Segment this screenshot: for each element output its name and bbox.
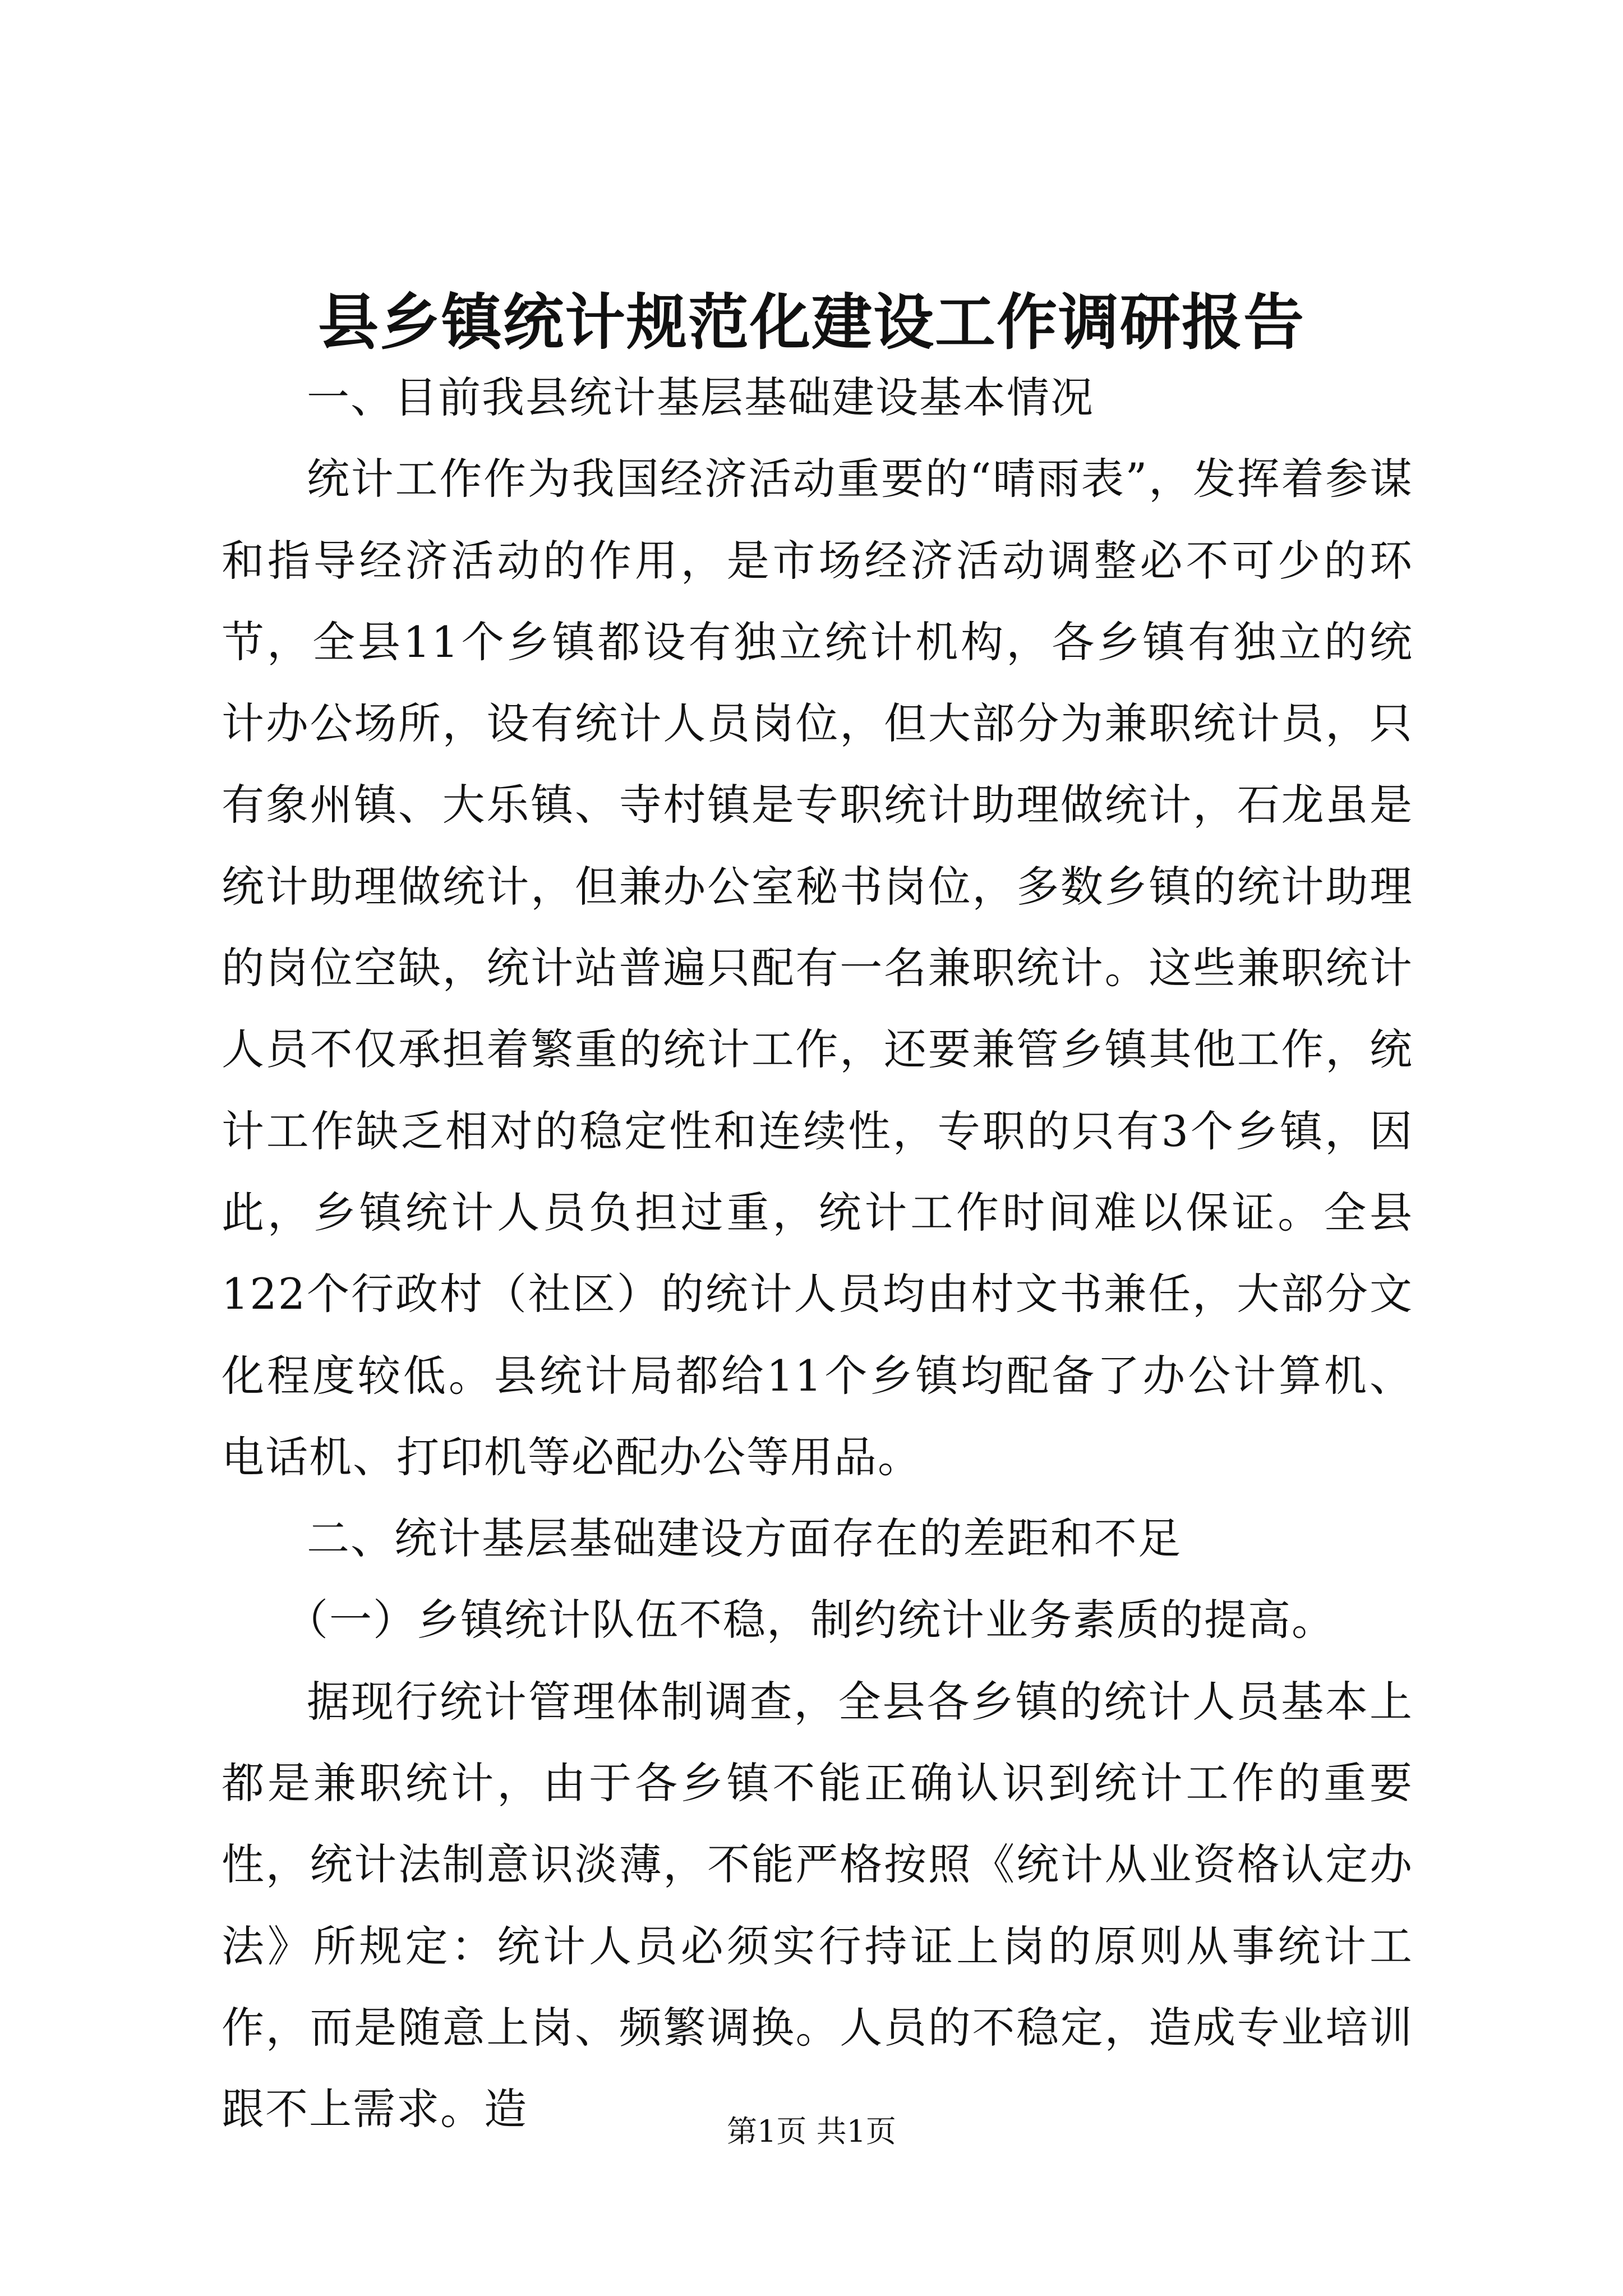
section-heading-1: 一、目前我县统计基层基础建设基本情况	[307, 372, 1094, 422]
page-footer: 第1页 共1页	[727, 2114, 896, 2149]
body-paragraph-2: 据现行统计管理体制调查，全县各乡镇的统计人员基本上都是兼职统计，由于各乡镇不能正确认识到统计工作的重要性，统计法制意识淡薄，不能严格按照《统计从业资格认定办法》所规定：统计人员必须实行持证上岗的原则从事统计工作，而是随意上岗、频繁调换。人员的不稳定，造成专业培训跟不上需求。造	[222, 1676, 1413, 2134]
document-body	[222, 357, 1413, 2150]
subsection-heading-1: （一）乡镇统计队伍不稳，制约统计业务素质的提高。	[285, 1595, 1335, 1645]
section-heading-2: 二、统计基层基础建设方面存在的差距和不足	[307, 1513, 1182, 1564]
body-paragraph-1: 统计工作作为我国经济活动重要的“晴雨表”，发挥着参谋和指导经济活动的作用，是市场经济活动调整必不可少的环节，全县11个乡镇都设有独立统计机构，各乡镇有独立的统计办公场所，设有统计人员岗位，但大部分为兼职统计员，只有象州镇、大乐镇、寺村镇是专职统计助理做统计，石龙虽是统计助理做统计，但兼办公室秘书岗位，多数乡镇的统计助理的岗位空缺，统计站普遍只配有一名兼职统计。这些兼职统计人员不仅承担着繁重的统计工作，还要兼管乡镇其他工作，统计工作缺乏相对的稳定性和连续性，专职的只有3个乡镇，因此，乡镇统计人员负担过重，统计工作时间难以保证。全县122个行政村（社区）的统计人员均由村文书兼任，大部分文化程度较低。县统计局都给11个乡镇均配备了办公计算机、电话机、打印机等必配办公等用品。	[222, 454, 1413, 1482]
document-title: 县乡镇统计规范化建设工作调研报告	[317, 287, 1305, 358]
